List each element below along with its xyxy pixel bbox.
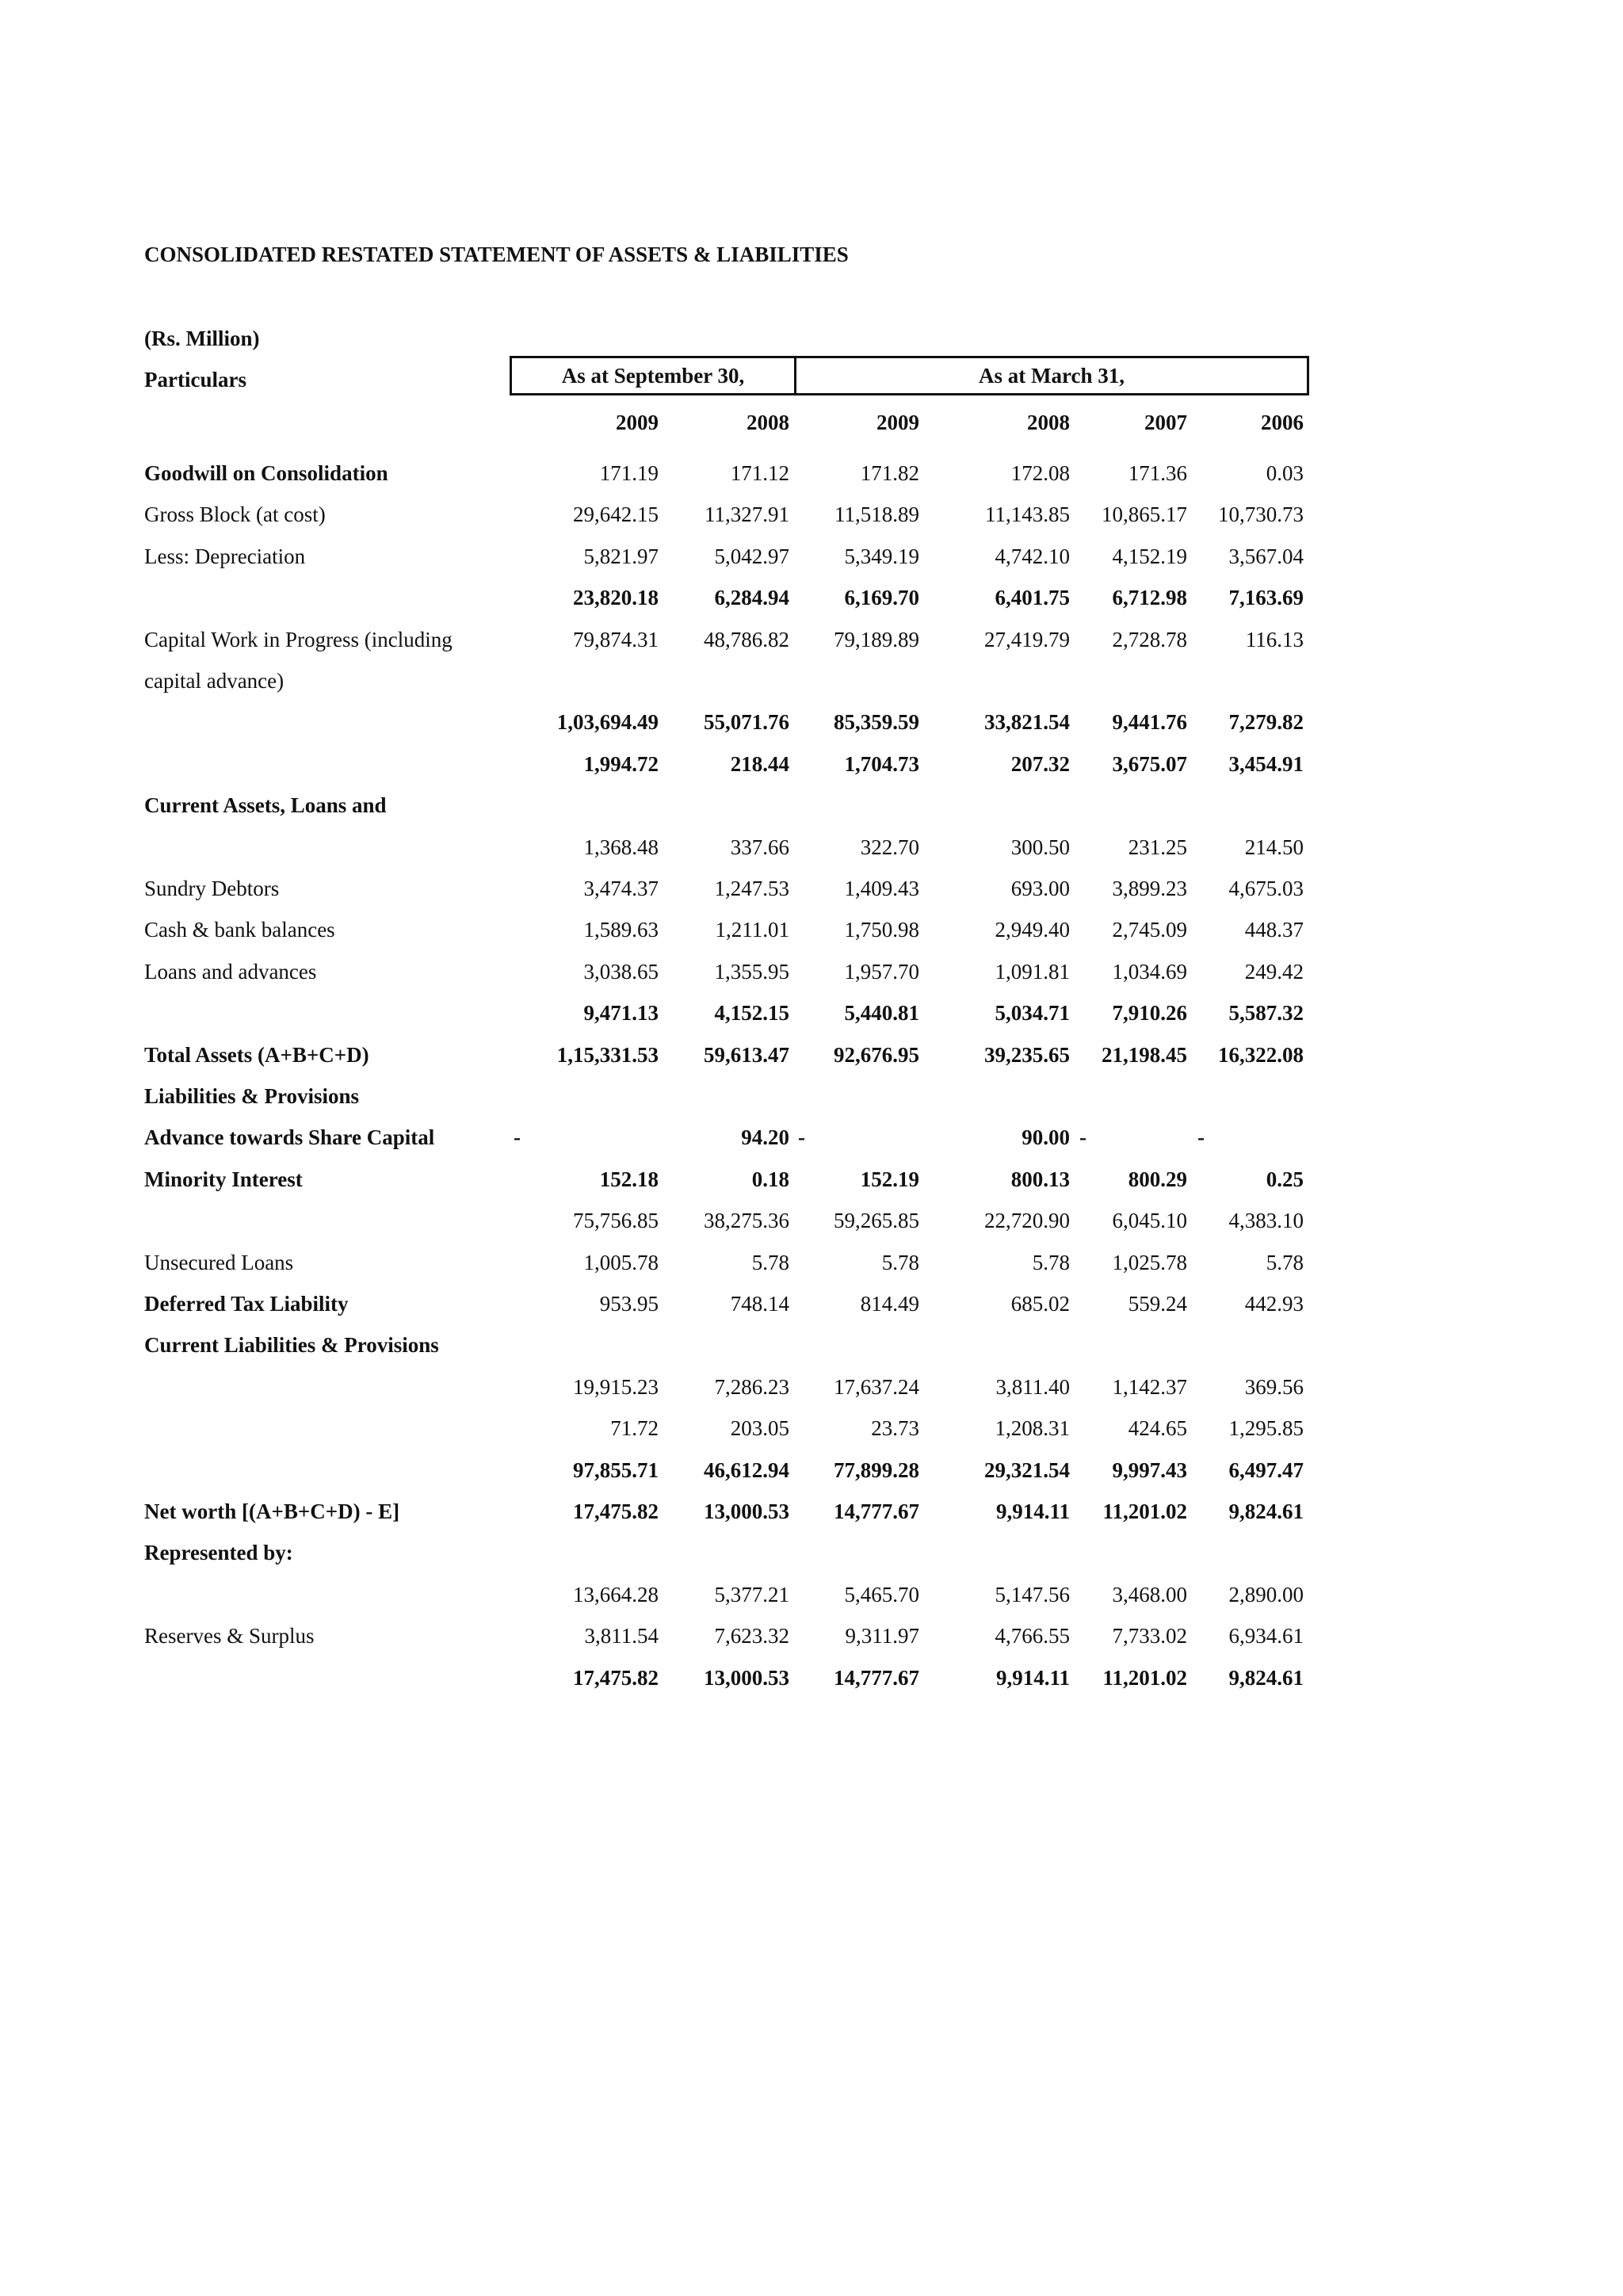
row-label: Total Assets (A+B+C+D) (144, 1042, 369, 1067)
table-cell: 38,275.36 (704, 1209, 789, 1233)
table-row (0, 1488, 1623, 1530)
row-label: capital advance) (144, 669, 285, 693)
table-cell: 953.95 (599, 1292, 659, 1316)
row-label: Goodwill on Consolidation (144, 461, 388, 485)
table-row (0, 1405, 1623, 1446)
table-cell: 5.78 (1032, 1250, 1070, 1274)
table-row (0, 1032, 1623, 1073)
table-cell: 4,152.19 (1112, 544, 1187, 568)
table-cell: 11,518.89 (834, 502, 919, 527)
table-cell: 5,587.32 (1228, 1001, 1304, 1026)
table-cell: 2,890.00 (1228, 1582, 1304, 1606)
table-cell: 249.42 (1244, 959, 1304, 984)
dash-marker: - (1197, 1125, 1205, 1150)
row-label: Represented by: (144, 1541, 293, 1565)
table-cell: 814.49 (860, 1292, 919, 1316)
table-cell: 6,497.47 (1228, 1457, 1304, 1482)
table-cell: 1,025.78 (1112, 1250, 1187, 1274)
table-cell: 748.14 (730, 1292, 789, 1316)
row-label: Loans and advances (144, 959, 317, 984)
table-row (0, 907, 1623, 948)
table-cell: 13,000.53 (704, 1499, 789, 1523)
row-label: Liabilities & Provisions (144, 1084, 360, 1108)
table-cell: 214.50 (1244, 835, 1304, 859)
table-cell: 10,865.17 (1102, 502, 1187, 527)
table-cell: 46,612.94 (704, 1457, 789, 1482)
table-row (0, 1240, 1623, 1281)
page-title: CONSOLIDATED RESTATED STATEMENT OF ASSETS & LIABILITIES (144, 243, 849, 266)
row-label: Capital Work in Progress (including (144, 627, 453, 651)
table-cell: 559.24 (1128, 1292, 1187, 1316)
table-cell: 693.00 (1010, 877, 1070, 900)
table-cell: 27,419.79 (984, 627, 1070, 651)
table-cell: 5.78 (1266, 1250, 1304, 1274)
table-cell: 1,03,694.49 (556, 710, 659, 735)
table-cell: 17,475.82 (573, 1499, 659, 1523)
row-label: Reserves & Surplus (144, 1624, 315, 1648)
table-cell: 3,811.40 (995, 1374, 1070, 1399)
table-cell: 16,322.08 (1218, 1042, 1304, 1067)
table-row (0, 533, 1623, 575)
table-cell: 0.25 (1266, 1167, 1304, 1191)
table-cell: 1,589.63 (583, 918, 659, 942)
table-cell: 300.50 (1010, 835, 1070, 859)
table-cell: 7,279.82 (1228, 710, 1304, 735)
table-row (0, 699, 1623, 740)
table-cell: 10,730.73 (1218, 502, 1304, 527)
table-cell: 1,247.53 (714, 877, 789, 900)
table-cell: 19,915.23 (573, 1374, 659, 1399)
table-cell: 1,208.31 (995, 1416, 1070, 1441)
table-cell: 5,349.19 (844, 544, 919, 568)
table-cell: 29,642.15 (573, 502, 659, 527)
table-cell: 23.73 (871, 1416, 919, 1441)
table-cell: 92,676.95 (834, 1042, 919, 1067)
table-cell: 4,766.55 (995, 1624, 1070, 1648)
table-row (0, 1114, 1623, 1156)
particulars-header: Particulars (144, 368, 246, 392)
table-row (0, 782, 1623, 823)
table-cell: 5,034.71 (995, 1001, 1070, 1026)
table-cell: 442.93 (1244, 1292, 1304, 1316)
table-cell: 171.82 (860, 461, 919, 485)
table-cell: 0.03 (1266, 461, 1304, 485)
table-row (0, 1281, 1623, 1322)
table-cell: 5.78 (751, 1250, 789, 1274)
row-label: Gross Block (at cost) (144, 502, 326, 527)
row-label: Less: Depreciation (144, 544, 306, 568)
table-cell: 7,286.23 (714, 1374, 789, 1399)
table-cell: 6,284.94 (714, 586, 789, 610)
table-row (0, 1364, 1623, 1405)
table-cell: 11,143.85 (985, 502, 1070, 527)
table-row (0, 1073, 1623, 1114)
table-cell: 1,409.43 (844, 877, 919, 900)
table-cell: 6,712.98 (1112, 586, 1187, 610)
table-cell: 6,934.61 (1228, 1624, 1304, 1648)
table-cell: 71.72 (610, 1416, 659, 1441)
table-cell: 17,475.82 (573, 1665, 659, 1690)
table-row (0, 1613, 1623, 1654)
table-row (0, 1322, 1623, 1363)
table-cell: 77,899.28 (834, 1457, 919, 1482)
table-cell: 9,441.76 (1112, 710, 1187, 735)
table-cell: 1,295.85 (1228, 1416, 1304, 1441)
table-row (0, 617, 1623, 658)
table-cell: 800.13 (1010, 1167, 1070, 1191)
table-cell: 152.18 (599, 1167, 659, 1191)
table-cell: 7,163.69 (1228, 586, 1304, 610)
table-cell: 4,742.10 (995, 544, 1070, 568)
table-cell: 9,914.11 (995, 1499, 1070, 1523)
dash-marker: - (1079, 1125, 1086, 1150)
header-september: As at September 30, (510, 356, 796, 395)
row-label: Deferred Tax Liability (144, 1292, 349, 1316)
table-cell: 1,005.78 (583, 1250, 659, 1274)
table-cell: 152.19 (860, 1167, 919, 1191)
table-cell: 23,820.18 (573, 586, 659, 610)
table-cell: 2,745.09 (1112, 918, 1187, 942)
table-row (0, 575, 1623, 616)
table-row (0, 865, 1623, 907)
row-label: Cash & bank balances (144, 918, 335, 942)
table-cell: 4,383.10 (1228, 1209, 1304, 1233)
table-cell: 0.18 (751, 1167, 789, 1191)
table-cell: 79,874.31 (573, 627, 659, 651)
table-cell: 48,786.82 (704, 627, 789, 651)
table-cell: 448.37 (1244, 918, 1304, 942)
table-cell: 1,355.95 (714, 959, 789, 984)
table-cell: 7,733.02 (1112, 1624, 1187, 1648)
table-cell: 14,777.67 (834, 1665, 919, 1690)
table-cell: 3,454.91 (1228, 751, 1304, 776)
table-cell: 3,468.00 (1112, 1582, 1187, 1606)
table-cell: 5,821.97 (583, 544, 659, 568)
row-label: Unsecured Loans (144, 1250, 294, 1274)
table-cell: 1,957.70 (844, 959, 919, 984)
table-cell: 7,910.26 (1112, 1001, 1187, 1026)
table-cell: 59,613.47 (704, 1042, 789, 1067)
table-cell: 14,777.67 (834, 1499, 919, 1523)
table-cell: 1,211.01 (715, 918, 789, 942)
table-cell: 6,045.10 (1112, 1209, 1187, 1233)
table-cell: 172.08 (1010, 461, 1070, 485)
table-cell: 11,327.91 (705, 502, 789, 527)
table-cell: 4,152.15 (714, 1001, 789, 1026)
dash-marker: - (514, 1125, 521, 1150)
table-cell: 29,321.54 (984, 1457, 1070, 1482)
table-row (0, 1530, 1623, 1571)
table-cell: 3,474.37 (583, 877, 659, 900)
table-cell: 79,189.89 (834, 627, 919, 651)
row-label: Sundry Debtors (144, 877, 280, 900)
unit-label: (Rs. Million) (144, 327, 260, 350)
table-cell: 75,756.85 (573, 1209, 659, 1233)
year-header: 2009 (876, 411, 919, 434)
table-row (0, 741, 1623, 782)
table-row (0, 1655, 1623, 1696)
table-cell: 9,914.11 (995, 1665, 1070, 1690)
table-row (0, 1198, 1623, 1239)
table-cell: 6,401.75 (995, 586, 1070, 610)
table-row (0, 1572, 1623, 1613)
row-label: Current Assets, Loans and (144, 793, 387, 818)
table-cell: 7,623.32 (714, 1624, 789, 1648)
table-cell: 1,034.69 (1112, 959, 1187, 984)
table-cell: 9,311.97 (845, 1624, 919, 1648)
table-cell: 9,471.13 (583, 1001, 659, 1026)
table-cell: 218.44 (730, 751, 789, 776)
header-march: As at March 31, (794, 356, 1309, 395)
year-header: 2007 (1144, 411, 1187, 434)
table-cell: 5,377.21 (714, 1582, 789, 1606)
year-header: 2006 (1261, 411, 1304, 434)
table-cell: 39,235.65 (984, 1042, 1070, 1067)
dash-marker: - (798, 1125, 805, 1150)
table-cell: 13,000.53 (704, 1665, 789, 1690)
table-row (0, 824, 1623, 865)
table-cell: 231.25 (1128, 835, 1187, 859)
table-cell: 5,440.81 (844, 1001, 919, 1026)
table-cell: 171.12 (730, 461, 789, 485)
table-cell: 3,675.07 (1112, 751, 1187, 776)
table-row (0, 1447, 1623, 1488)
table-cell: 97,855.71 (573, 1457, 659, 1482)
table-cell: 59,265.85 (834, 1209, 919, 1233)
table-cell: 3,567.04 (1228, 544, 1304, 568)
table-cell: 55,071.76 (704, 710, 789, 735)
table-cell: 11,201.02 (1102, 1665, 1187, 1690)
table-cell: 5,042.97 (714, 544, 789, 568)
row-label: Advance towards Share Capital (144, 1125, 435, 1150)
table-cell: 800.29 (1128, 1167, 1187, 1191)
table-row (0, 658, 1623, 699)
table-cell: 94.20 (741, 1125, 789, 1150)
table-row (0, 450, 1623, 491)
table-cell: 4,675.03 (1228, 877, 1304, 900)
table-row (0, 990, 1623, 1031)
table-cell: 9,824.61 (1228, 1665, 1304, 1690)
table-cell: 11,201.02 (1102, 1499, 1187, 1523)
table-cell: 424.65 (1128, 1416, 1187, 1441)
table-cell: 369.56 (1244, 1374, 1304, 1399)
table-cell: 5,147.56 (995, 1582, 1070, 1606)
table-cell: 337.66 (730, 835, 789, 859)
table-cell: 1,994.72 (583, 751, 659, 776)
table-row (0, 491, 1623, 533)
table-cell: 171.36 (1128, 461, 1187, 485)
table-cell: 3,811.54 (584, 1624, 659, 1648)
table-cell: 33,821.54 (984, 710, 1070, 735)
table-cell: 207.32 (1010, 751, 1070, 776)
table-cell: 171.19 (599, 461, 659, 485)
table-cell: 85,359.59 (834, 710, 919, 735)
table-cell: 5.78 (881, 1250, 919, 1274)
table-cell: 3,899.23 (1112, 877, 1187, 900)
table-cell: 203.05 (730, 1416, 789, 1441)
table-cell: 1,750.98 (844, 918, 919, 942)
table-cell: 1,704.73 (844, 751, 919, 776)
table-cell: 6,169.70 (844, 586, 919, 610)
table-cell: 17,637.24 (834, 1374, 919, 1399)
table-cell: 116.13 (1245, 627, 1304, 651)
row-label: Net worth [(A+B+C+D) - E] (144, 1499, 400, 1523)
row-label: Minority Interest (144, 1167, 303, 1191)
year-header: 2008 (747, 411, 789, 434)
table-cell: 90.00 (1022, 1125, 1070, 1150)
table-cell: 1,15,331.53 (556, 1042, 659, 1067)
table-cell: 2,728.78 (1112, 627, 1187, 651)
table-cell: 2,949.40 (995, 918, 1070, 942)
table-row (0, 1156, 1623, 1198)
table-cell: 1,091.81 (995, 959, 1070, 984)
table-cell: 685.02 (1010, 1292, 1070, 1316)
table-cell: 9,824.61 (1228, 1499, 1304, 1523)
year-header: 2008 (1027, 411, 1070, 434)
row-label: Current Liabilities & Provisions (144, 1333, 439, 1358)
table-row (0, 949, 1623, 990)
table-cell: 13,664.28 (573, 1582, 659, 1606)
table-cell: 322.70 (860, 835, 919, 859)
table-cell: 9,997.43 (1112, 1457, 1187, 1482)
table-cell: 22,720.90 (984, 1209, 1070, 1233)
table-cell: 1,368.48 (583, 835, 659, 859)
table-cell: 3,038.65 (583, 959, 659, 984)
table-cell: 5,465.70 (844, 1582, 919, 1606)
table-cell: 21,198.45 (1102, 1042, 1187, 1067)
table-cell: 1,142.37 (1112, 1374, 1187, 1399)
year-header: 2009 (616, 411, 659, 434)
